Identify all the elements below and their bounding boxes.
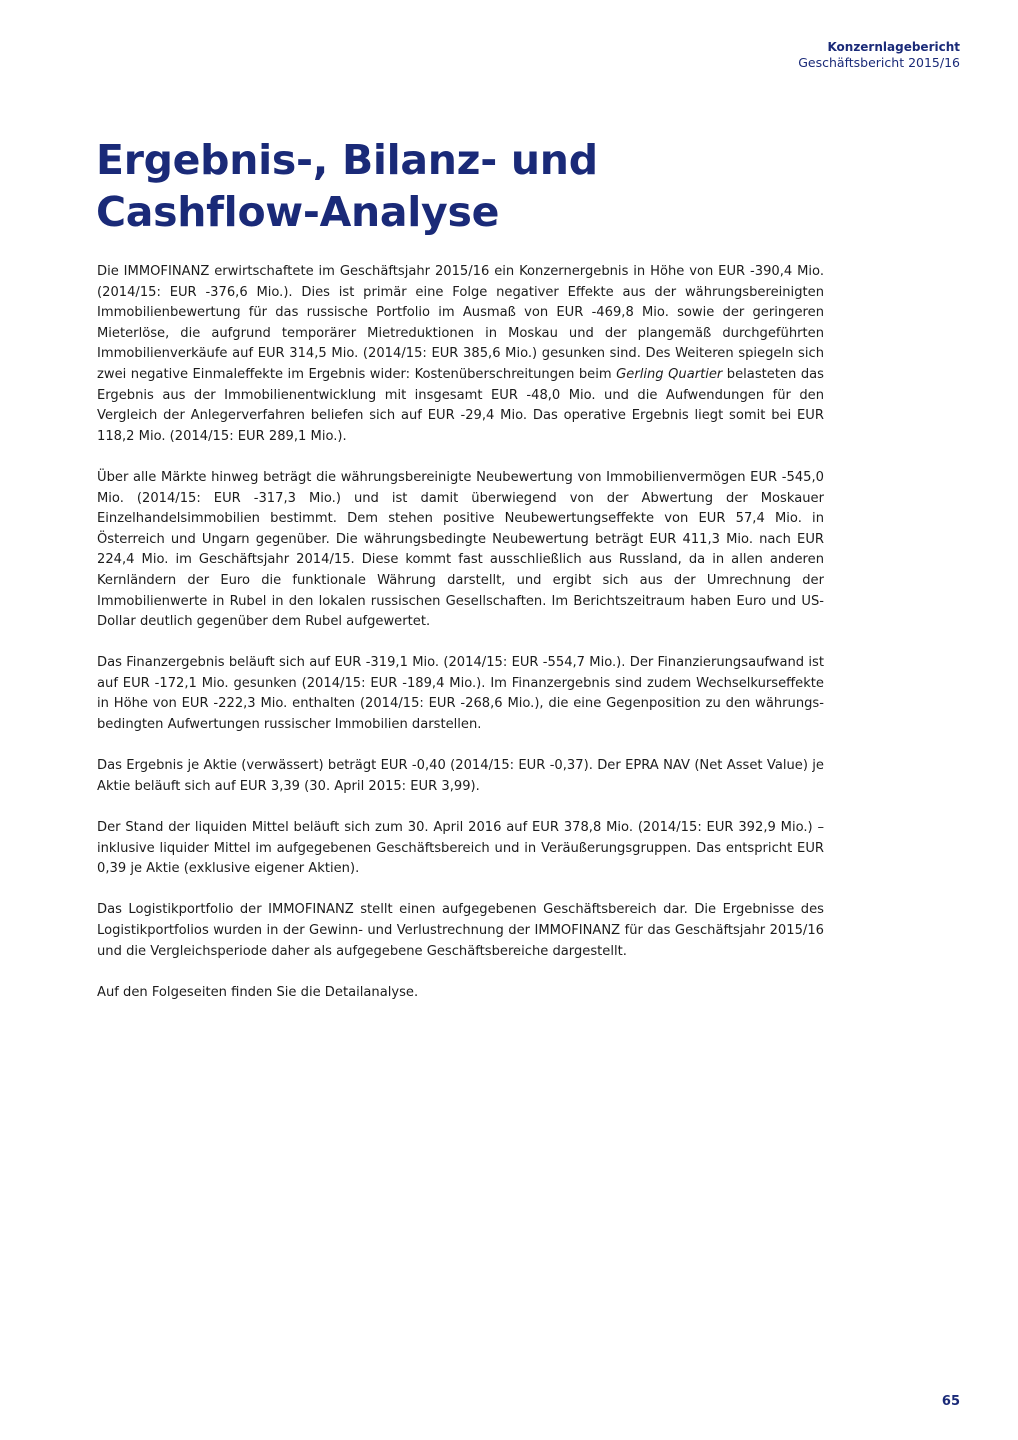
paragraph-logistics: Das Logistikportfolio der IMMOFINANZ stellt einen aufgegebenen Geschäftsbereich dar. Die Ergebnisse des Logistikportfolios wurden in der Gewinn- und Verlustrechnung der IMMOFINANZ für das Geschäftsjahr 2015/16 und die Vergleichsperiode daher als aufgegebene Geschäftsbereiche dargestellt. (97, 902, 824, 959)
paragraph-financial-result: Das Finanzergebnis beläuft sich auf EUR -319,1 Mio. (2014/15: EUR -554,7 Mio.). Der Finanzierungsaufwand ist auf EUR -172,1 Mio. gesunken (2014/15: EUR -189,4 Mio.). Im Finanzergebnis sind zudem Wechselkurseffekte in Höhe von EUR -222,3 Mio. enthalten (2014/15: EUR -268,6 Mio.), die eine Gegenposition zu den währungsbedingten Aufwertungen russischer Immobilien darstellen. (97, 655, 824, 733)
paragraph-results-text-a: Die IMMOFINANZ erwirtschaftete im Geschäftsjahr 2015/16 ein Konzernergebnis in Höhe von EUR -390,4 Mio. (2014/15: EUR -376,6 Mio.). Dies ist primär eine Folge negativer Effekte aus der währungsbereinigten Immobilienbewertung für das russische Portfolio im Ausmaß von EUR -469,8 Mio. sowie der geringeren Mieterlöse, die aufgrund temporärer Mietreduktionen in Moskau und der plangemäß durchgeführten Immobilienverkäufe auf EUR 314,5 Mio. (2014/15: EUR 385,6 Mio.) gesunken sind. Des Weiteren spiegeln sich zwei negative Einmaleffekte im Ergebnis wider: Kostenüberschreitungen beim (97, 264, 824, 382)
header-section-title: Konzernlagebericht (827, 40, 960, 54)
paragraph-results (97, 262, 824, 447)
header-report-title: Geschäftsbericht 2015/16 (798, 55, 960, 70)
page-number: 65 (941, 1394, 960, 1409)
paragraph-liquidity: Der Stand der liquiden Mittel beläuft sich zum 30. April 2016 auf EUR 378,8 Mio. (2014/15: EUR 392,9 Mio.) – inklusive liquider Mittel im aufgegebenen Geschäftsbereich und in Veräußerungsgruppen. Das entspricht EUR 0,39 je Aktie (exklusive eigener Aktien). (97, 820, 824, 877)
page-title (96, 134, 796, 238)
running-header (798, 40, 960, 70)
paragraph-results-project-name: Gerling Quartier (616, 366, 723, 382)
page-title-line-2: Cashflow-Analyse (96, 188, 500, 236)
paragraph-outlook: Auf den Folgeseiten finden Sie die Detailanalyse. (97, 984, 419, 1000)
paragraph-earnings-per-share: Das Ergebnis je Aktie (verwässert) beträgt EUR -0,40 (2014/15: EUR -0,37). Der EPRA NAV (Net Asset Value) je Aktie beläuft sich auf EUR 3,39 (30. April 2015: EUR 3,99). (97, 758, 824, 794)
page-title-line-1: Ergebnis-, Bilanz- und (96, 136, 598, 184)
paragraph-results-text-b: belasteten das Ergebnis aus der Immobilienentwicklung mit insgesamt EUR -48,0 Mio. und die Aufwendungen für den Vergleich der Anlegerverfahren beliefen sich auf EUR -29,4 Mio. Das operative Ergebnis liegt somit bei EUR 118,2 Mio. (2014/15: EUR 289,1 Mio.). (97, 366, 824, 444)
body-text (97, 262, 824, 1024)
paragraph-revaluation: Über alle Märkte hinweg beträgt die währungsbereinigte Neubewertung von Immobilienvermögen EUR -545,0 Mio. (2014/15: EUR -317,3 Mio.) und ist damit überwiegend von der Abwertung der Moskauer Einzelhandelsimmobilien bestimmt. Dem stehen positive Neubewertungseffekte von EUR 57,4 Mio. in Österreich und Ungarn gegenüber. Die währungsbedingte Neubewertung beträgt EUR 411,3 Mio. nach EUR 224,4 Mio. im Geschäftsjahr 2014/15. Diese kommt fast ausschließlich aus Russland, da in allen anderen Kernländern der Euro die funktionale Währung darstellt, und ergibt sich aus der Umrechnung der Immobilienwerte in Rubel in den lokalen russischen Gesellschaften. Im Berichtszeitraum haben Euro und US-Dollar deutlich gegenüber dem Rubel aufgewertet. (97, 469, 824, 630)
